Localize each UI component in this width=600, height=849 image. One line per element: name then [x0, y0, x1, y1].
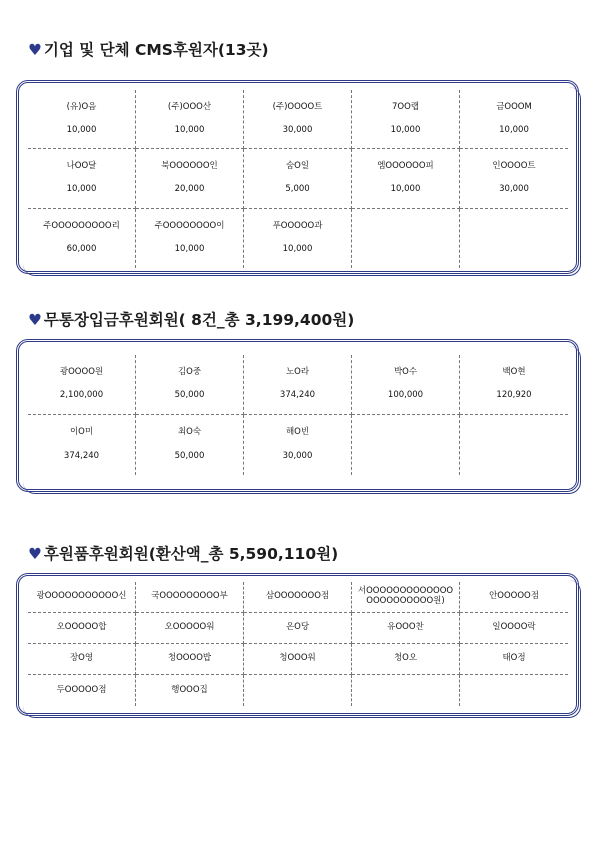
donor-cell: [136, 582, 244, 613]
donor-cell: [28, 149, 136, 208]
donor-name: 광OOOOOOOOOOO신: [36, 591, 127, 602]
donor-cell: [244, 613, 352, 644]
donor-name: 금OOOM: [496, 101, 532, 112]
donation-amount: 50,000: [174, 450, 205, 461]
donor-cell: [460, 675, 568, 706]
section-heading-in-kind: [28, 542, 338, 564]
donor-cell: [28, 582, 136, 613]
donor-cell: [136, 209, 244, 268]
donation-amount: 5,000: [285, 183, 310, 194]
heart-icon: ♥: [28, 545, 42, 563]
donor-name: 오OOOOO합: [56, 622, 107, 633]
donation-amount: 10,000: [174, 243, 205, 254]
bank-transfer-donors-table: [28, 355, 568, 475]
donor-name: 북OOOOOO인: [161, 161, 218, 172]
donor-cell: [352, 415, 460, 475]
donor-cell: [28, 90, 136, 149]
donor-name: 푸OOOOO과: [272, 220, 323, 231]
donation-amount: 120,920: [496, 390, 532, 401]
section-title: 무통장입금후원회원( 8건_총 3,199,400원): [43, 311, 355, 329]
heart-icon: ♥: [28, 41, 42, 59]
donor-cell: [460, 149, 568, 208]
donor-cell: [136, 675, 244, 706]
donor-cell: [28, 613, 136, 644]
donor-cell: [460, 644, 568, 675]
donation-amount: 10,000: [66, 124, 97, 135]
donor-cell: [28, 209, 136, 268]
donation-amount: 10,000: [66, 183, 97, 194]
donor-cell: [352, 90, 460, 149]
donor-cell: [352, 675, 460, 706]
donor-cell: [244, 355, 352, 415]
donation-amount: 10,000: [499, 124, 529, 135]
donor-cell: [460, 90, 568, 149]
donor-name: 주OOOOOOOOO리: [43, 220, 120, 231]
donor-cell: [352, 209, 460, 268]
donor-cell: [136, 149, 244, 208]
donor-cell: [244, 582, 352, 613]
donor-cell: [352, 355, 460, 415]
donor-name: 광OOOO원: [59, 367, 104, 378]
donation-amount: 10,000: [282, 243, 313, 254]
donor-name: 노O라: [285, 367, 310, 378]
section-title: 기업 및 단체 CMS후원자(13곳): [43, 41, 269, 59]
donor-name: 7OO랩: [392, 101, 419, 112]
donation-amount: 30,000: [282, 124, 313, 135]
section-heading-corporate: [28, 38, 269, 60]
donation-amount: 10,000: [390, 124, 421, 135]
donor-name: 박O수: [393, 367, 418, 378]
donor-cell: [460, 613, 568, 644]
donation-amount: 374,240: [279, 390, 316, 401]
donation-amount: 60,000: [66, 243, 97, 254]
donor-cell: [460, 209, 568, 268]
donation-amount: 50,000: [174, 390, 205, 401]
donor-cell: [136, 355, 244, 415]
donation-amount: 374,240: [63, 450, 100, 461]
donor-name: 오OOOOO워: [164, 622, 215, 633]
donor-cell: [244, 209, 352, 268]
donor-name: 장O영: [69, 653, 94, 664]
donor-name: 두OOOOO점: [56, 684, 107, 695]
donor-name: 국OOOOOOOOO부: [151, 591, 228, 602]
donor-cell: [460, 415, 568, 475]
donor-cell: [352, 613, 460, 644]
donor-name: (주)OOOO트: [272, 101, 323, 112]
donor-name: 청OOOO밥: [167, 653, 212, 664]
donor-cell: [352, 582, 460, 613]
section-heading-bank-transfer: [28, 308, 354, 330]
donor-name: 주OOOOOOOO이: [154, 220, 225, 231]
in-kind-donors-table: [28, 582, 568, 706]
donor-cell: [244, 675, 352, 706]
section-title: 후원품후원회원(환산액_총 5,590,110원): [43, 545, 339, 563]
donor-name: 온O당: [285, 622, 310, 633]
donor-name: 이O미: [69, 427, 94, 438]
donation-amount: 100,000: [387, 390, 424, 401]
donor-name: (주)OOO산: [167, 101, 212, 112]
donation-amount: 10,000: [174, 124, 205, 135]
donor-name: 숨O일: [285, 161, 310, 172]
donor-cell: [136, 613, 244, 644]
donor-cell: [28, 355, 136, 415]
donor-name: 최O숙: [177, 427, 202, 438]
donor-cell: [352, 644, 460, 675]
corporate-donors-table: [28, 90, 568, 268]
donor-cell: [244, 415, 352, 475]
donor-cell: [28, 644, 136, 675]
donor-name: 김O중: [177, 367, 202, 378]
donor-cell: [244, 149, 352, 208]
donor-name: 행OOO집: [171, 684, 208, 695]
donor-name: 태O정: [502, 653, 526, 664]
donation-amount: 2,100,000: [59, 390, 104, 401]
donation-amount: 30,000: [499, 183, 529, 194]
donor-name: 유OOO찬: [387, 622, 424, 633]
donor-name: 엠OOOOOO피: [377, 161, 434, 172]
donor-cell: [28, 675, 136, 706]
donor-name: 일OOOO락: [492, 622, 536, 633]
donation-amount: 30,000: [282, 450, 313, 461]
donor-cell: [352, 149, 460, 208]
donor-name: 서OOOOOOOOOOOOOOOOOOOOOOO원): [357, 586, 454, 606]
donor-name: 청OOO워: [279, 653, 316, 664]
donor-name: 인OOOO트: [492, 161, 536, 172]
donor-name: 백O현: [502, 367, 526, 378]
donor-name: 청O오: [393, 653, 418, 664]
donor-cell: [136, 415, 244, 475]
donor-name: 나OO달: [66, 161, 97, 172]
donor-cell: [136, 90, 244, 149]
donor-cell: [460, 582, 568, 613]
donor-cell: [244, 90, 352, 149]
donor-name: 해O빈: [285, 427, 310, 438]
donor-cell: [244, 644, 352, 675]
donor-name: 삼OOOOOOO점: [265, 591, 330, 602]
donor-cell: [136, 644, 244, 675]
donor-name: 안OOOOO점: [489, 591, 539, 602]
donor-cell: [28, 415, 136, 475]
donation-amount: 10,000: [390, 183, 421, 194]
heart-icon: ♥: [28, 311, 42, 329]
donor-name: (유)O음: [66, 101, 97, 112]
donation-amount: 20,000: [174, 183, 205, 194]
donor-cell: [460, 355, 568, 415]
